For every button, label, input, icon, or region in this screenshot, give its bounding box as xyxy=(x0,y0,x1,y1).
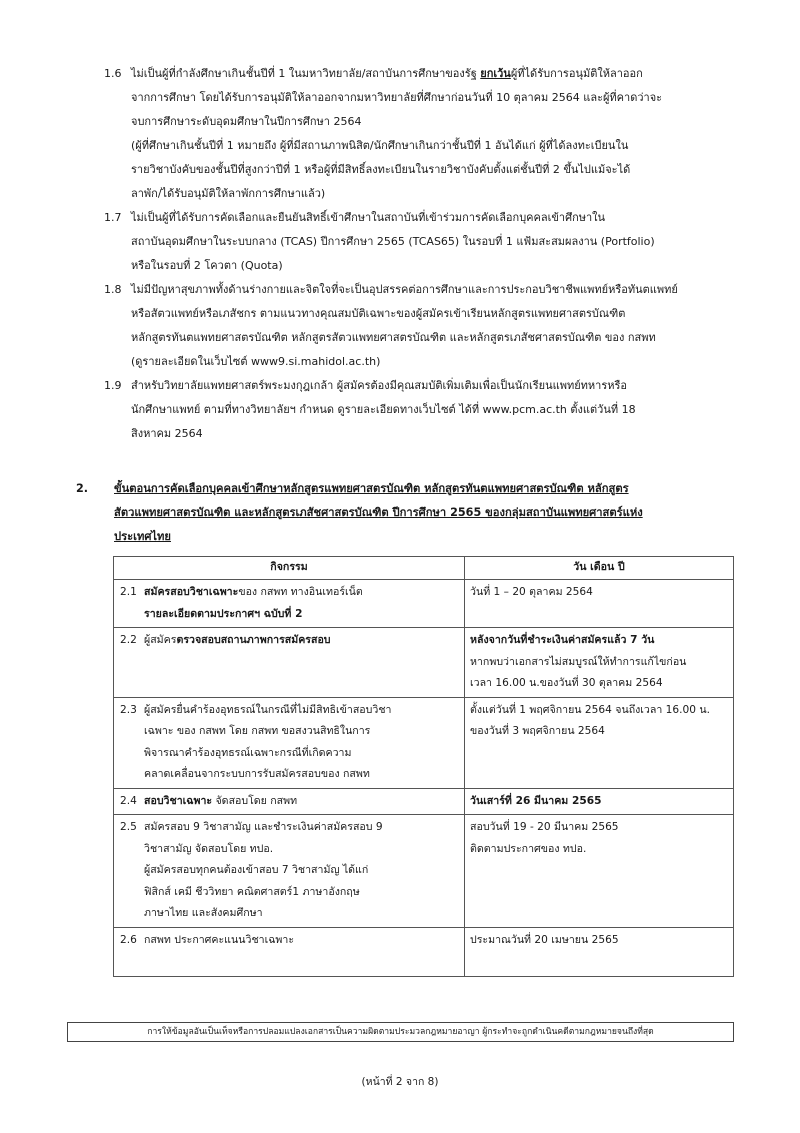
header-activity: กิจกรรม xyxy=(114,557,465,580)
date-text: เวลา 16.00 น.ของวันที่ 30 ตุลาคม 2564 xyxy=(470,677,663,689)
activity-bold: รายละเอียดตามประกาศฯ ฉบับที่ 2 xyxy=(144,607,303,620)
activity-cell xyxy=(114,697,465,788)
date-cell xyxy=(465,697,734,788)
date-cell xyxy=(465,788,734,815)
date-cell xyxy=(465,927,734,976)
date-text: ตั้งแต่วันที่ 1 พฤศจิกายน 2564 จนถึงเวลา 16.00 น. xyxy=(470,703,710,716)
date-text: วันที่ 1 – 20 ตุลาคม 2564 xyxy=(470,586,593,598)
activity-text: สมัครสอบ 9 วิชาสามัญ และชำระเงินค่าสมัครสอบ 9 xyxy=(144,821,383,833)
activity-text: จัดสอบโดย กสพท xyxy=(212,794,298,807)
activity-text: ผู้สมัครยื่นคำร้องอุทธรณ์ในกรณีที่ไม่มีสิทธิเข้าสอบวิชา xyxy=(144,703,392,716)
criterion-text: สำหรับวิทยาลัยแพทยศาสตร์พระมงกุฎเกล้า ผู้สมัครต้องมีคุณสมบัติเพิ่มเติมเพื่อเป็นนักเรียนแพทย์ทหารหรือ xyxy=(131,379,627,392)
activity-text: เฉพาะ ของ กสพท โดย กสพท ขอสงวนสิทธิในการ xyxy=(144,725,371,737)
activity-text: คลาดเคลื่อนจากระบบการรับสมัครสอบของ กสพท xyxy=(144,768,370,780)
table-header-row xyxy=(114,557,734,580)
activity-cell xyxy=(114,580,465,628)
criterion-1-6 xyxy=(104,62,744,206)
criterion-1-7 xyxy=(104,206,744,278)
activity-text: ภาษาไทย และสังคมศึกษา xyxy=(144,907,263,919)
date-bold: หลังจากวันที่ชำระเงินค่าสมัครแล้ว 7 วัน xyxy=(470,634,655,646)
criterion-text: จบการศึกษาระดับอุดมศึกษาในปีการศึกษา 2564 xyxy=(131,115,362,128)
date-text: สอบวันที่ 19 - 20 มีนาคม 2565 xyxy=(470,821,619,833)
table-row xyxy=(114,697,734,788)
table-row xyxy=(114,815,734,928)
table-row xyxy=(114,628,734,698)
row-number: 2.5 xyxy=(120,821,137,833)
criterion-text: ไม่เป็นผู้ที่กำลังศึกษาเกินชั้นปีที่ 1 ในมหาวิทยาลัย/สถาบันการศึกษาของรัฐ ยกเว้นผู้ที่ได้รับการอนุมัติให้ลาออก xyxy=(131,67,643,80)
criterion-text: ไม่มีปัญหาสุขภาพทั้งด้านร่างกายและจิตใจที่จะเป็นอุปสรรคต่อการศึกษาและการประกอบวิชาชีพแพทย์หรือทันตแพทย์ xyxy=(131,283,678,296)
activity-cell xyxy=(114,628,465,698)
date-cell xyxy=(465,815,734,928)
criterion-note: (ผู้ที่ศึกษาเกินชั้นปีที่ 1 หมายถึง ผู้ที่มีสถานภาพนิสิต/นักศึกษาเกินกว่าชั้นปีที่ 1 อันได้แก่ ผู้ที่ได้ลงทะเบียนใน xyxy=(131,139,629,152)
criterion-note: รายวิชาบังคับของชั้นปีที่สูงกว่าปีที่ 1 หรือผู้ที่มีสิทธิ์ลงทะเบียนในรายวิชาบังคับตั้งแต่ชั้นปีที่ 2 ขึ้นไปแม้จะได้ xyxy=(131,163,631,176)
section-title xyxy=(114,477,744,549)
activity-text: พิจารณาคำร้องอุทธรณ์เฉพาะกรณีที่เกิดความ xyxy=(144,746,352,759)
row-number: 2.2 xyxy=(120,634,137,646)
schedule-table xyxy=(113,556,734,977)
criterion-number: 1.9 xyxy=(104,379,122,392)
date-text: หากพบว่าเอกสารไม่สมบูรณ์ให้ทำการแก้ไขก่อน xyxy=(470,655,687,668)
date-cell xyxy=(465,628,734,698)
activity-bold: ตรวจสอบสถานภาพการสมัครสอบ xyxy=(176,634,331,646)
activity-text: ผู้สมัครสอบทุกคนต้องเข้าสอบ 7 วิชาสามัญ ได้แก่ xyxy=(144,864,369,876)
criterion-1-8 xyxy=(104,278,744,374)
activity-text: กสพท ประกาศคะแนนวิชาเฉพาะ xyxy=(144,933,295,946)
table-row xyxy=(114,927,734,976)
date-text: ประมาณวันที่ 20 เมษายน 2565 xyxy=(470,933,619,946)
row-number: 2.3 xyxy=(120,703,137,716)
criterion-text: หรือสัตวแพทย์หรือเภสัชกร ตามแนวทางคุณสมบัติเฉพาะของผู้สมัครเข้าเรียนหลักสูตรแพทยศาสตรบัณฑิต xyxy=(131,307,626,320)
page-number: (หน้าที่ 2 จาก 8) xyxy=(361,1076,439,1088)
criterion-text: นักศึกษาแพทย์ ตามที่ทางวิทยาลัยฯ กำหนด ดูรายละเอียดทางเว็บไซต์ ได้ที่ www.pcm.ac.th ตั้งแต่วันที่ 18 xyxy=(131,403,636,416)
date-text: ติดตามประกาศของ ทปอ. xyxy=(470,842,587,855)
criterion-text: จากการศึกษา โดยได้รับการอนุมัติให้ลาออกจากมหาวิทยาลัยที่ศึกษาก่อนวันที่ 10 ตุลาคม 2564 และผู้ที่คาดว่าจะ xyxy=(131,91,663,104)
activity-text: ของ กสพท ทางอินเทอร์เน็ต xyxy=(238,586,363,598)
criterion-number: 1.6 xyxy=(104,67,122,80)
table-row xyxy=(114,788,734,815)
activity-text: ผู้สมัคร xyxy=(144,634,177,646)
criterion-text: หลักสูตรทันตแพทยศาสตรบัณฑิต หลักสูตรสัตวแพทยศาสตรบัณฑิต และหลักสูตรเภสัชศาสตรบัณฑิต ของ กสพท xyxy=(131,331,656,344)
criterion-text: สิงหาคม 2564 xyxy=(131,427,203,440)
criterion-note: ลาพัก/ได้รับอนุมัติให้ลาพักการศึกษาแล้ว) xyxy=(131,187,326,200)
header-date: วัน เดือน ปี xyxy=(465,557,734,580)
activity-text: ฟิสิกส์ เคมี ชีววิทยา คณิตศาสตร์1 ภาษาอังกฤษ xyxy=(144,885,360,898)
except-emphasis: ยกเว้น xyxy=(480,67,511,80)
activity-cell xyxy=(114,788,465,815)
date-text: ของวันที่ 3 พฤศจิกายน 2564 xyxy=(470,725,605,737)
legal-disclaimer-box: การให้ข้อมูลอันเป็นเท็จหรือการปลอมแปลงเอกสารเป็นความผิดตามประมวลกฎหมายอาญา ผู้กระทำจะถูกดำเนินคดีตามกฎหมายจนถึงที่สุด xyxy=(67,1022,734,1042)
activity-cell xyxy=(114,815,465,928)
criterion-number: 1.8 xyxy=(104,283,122,296)
criterion-text: หรือในรอบที่ 2 โควตา (Quota) xyxy=(131,259,283,272)
section-title-line: สัตวแพทยศาสตรบัณฑิต และหลักสูตรเภสัชศาสตรบัณฑิต ปีการศึกษา 2565 ของกลุ่มสถาบันแพทยศาสตร์แห่ง xyxy=(114,506,643,519)
criterion-1-9 xyxy=(104,374,744,446)
section-title-line: ขั้นตอนการคัดเลือกบุคคลเข้าศึกษาหลักสูตรแพทยศาสตรบัณฑิต หลักสูตรทันตแพทยศาสตรบัณฑิต หลักสูตร xyxy=(114,482,629,495)
row-number: 2.4 xyxy=(120,794,137,807)
activity-bold: สอบวิชาเฉพาะ xyxy=(144,794,213,807)
activity-text: วิชาสามัญ จัดสอบโดย ทปอ. xyxy=(144,842,274,855)
section-title-line: ประเทศไทย xyxy=(114,530,171,543)
eligibility-criteria-list xyxy=(104,62,744,446)
date-bold: วันเสาร์ที่ 26 มีนาคม 2565 xyxy=(470,794,602,807)
date-cell xyxy=(465,580,734,628)
criterion-text: ไม่เป็นผู้ที่ได้รับการคัดเลือกและยืนยันสิทธิ์เข้าศึกษาในสถาบันที่เข้าร่วมการคัดเลือกบุคคลเข้าศึกษาใน xyxy=(131,211,606,224)
row-number: 2.1 xyxy=(120,586,137,598)
row-number: 2.6 xyxy=(120,933,137,946)
criterion-text: สถาบันอุดมศึกษาในระบบกลาง (TCAS) ปีการศึกษา 2565 (TCAS65) ในรอบที่ 1 แฟ้มสะสมผลงาน (Portfolio) xyxy=(131,235,655,248)
activity-bold: สมัครสอบวิชาเฉพาะ xyxy=(144,586,239,598)
criterion-text: (ดูรายละเอียดในเว็บไซต์ www9.si.mahidol.ac.th) xyxy=(131,355,381,368)
section-number: 2. xyxy=(76,482,89,495)
activity-cell xyxy=(114,927,465,976)
table-row xyxy=(114,580,734,628)
criterion-number: 1.7 xyxy=(104,211,122,224)
